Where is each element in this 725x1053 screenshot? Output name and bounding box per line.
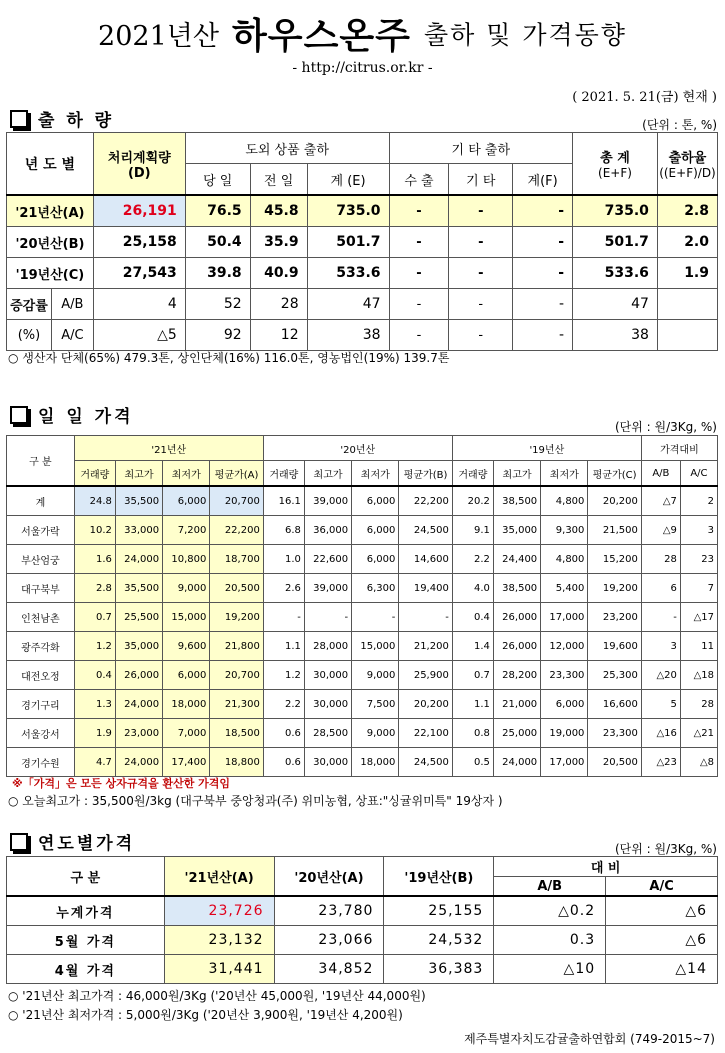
price-cell: 1.9	[74, 719, 115, 748]
h-sumF: 계(F)	[513, 164, 573, 196]
price-cell: 1.3	[74, 690, 115, 719]
price-cell: -	[399, 603, 452, 632]
price-cell: 4.0	[452, 574, 493, 603]
table-row	[7, 603, 718, 632]
market-name: 서울강서	[7, 719, 75, 748]
table-row: (%) A/C △5 92 12 38 - - - 38	[7, 320, 718, 351]
price-cell: 28,000	[304, 632, 351, 661]
h-domestic: 도외 상품 출하	[185, 133, 389, 164]
price-cell: 2.6	[263, 574, 304, 603]
table-row	[7, 486, 718, 516]
price-cell: 24,000	[115, 690, 162, 719]
price-cell: 2.8	[74, 574, 115, 603]
price-cell: 22,200	[399, 486, 452, 516]
price-cell: 23,300	[541, 661, 588, 690]
price-cell: 11	[680, 632, 717, 661]
market-name: 서울가락	[7, 516, 75, 545]
market-name: 경기수원	[7, 748, 75, 777]
title-sub: 출하 및 가격동향	[424, 20, 627, 50]
price-cell: 12,000	[541, 632, 588, 661]
price-cell: 17,000	[541, 603, 588, 632]
price-cell: △9	[641, 516, 680, 545]
report-date: ( 2021. 5. 21(금) 현재 )	[572, 90, 717, 105]
price-cell: 0.7	[452, 661, 493, 690]
section-shipment-title	[10, 106, 114, 131]
price-cell: 25,900	[399, 661, 452, 690]
price-cell: 9.1	[452, 516, 493, 545]
price-cell: 23,300	[588, 719, 641, 748]
price-cell: 18,500	[210, 719, 263, 748]
h-prev: 전 일	[250, 164, 307, 196]
price-cell: 26,000	[115, 661, 162, 690]
price-cell: 0.8	[452, 719, 493, 748]
h-19: '19년산	[452, 436, 641, 461]
table-row: 누계가격 23,726 23,780 25,155 △0.2 △6	[7, 896, 718, 926]
h-rate: 출하율 ((E+F)/D)	[657, 133, 717, 196]
shipment-note: ○ 생산자 단체(65%) 479.3톤, 상인단체(16%) 116.0톤, 영농법인(19%) 139.7톤	[8, 351, 450, 365]
price-cell: 6,000	[352, 516, 399, 545]
yearly-note-2: ○ '21년산 최저가격 : 5,000원/3Kg ('20년산 3,900원, '19년산 4,200원)	[8, 1008, 403, 1022]
price-cell: 19,000	[541, 719, 588, 748]
yearly-price-table: 구 분 '21년산(A) '20년산(A) '19년산(B) 대 비 A/B A/C 누계가격 23,726 23,780 25,155 △0.2 △6 5월 가격 23,132 23,066 24,532 0.3 △6 4월 가격 31,441 34,852 36,383 △10 △14	[6, 856, 718, 984]
price-cell: 7,200	[163, 516, 210, 545]
checkbox-icon	[10, 110, 28, 128]
price-cell: 9,000	[352, 719, 399, 748]
price-cell: 0.7	[74, 603, 115, 632]
price-cell: 20,200	[399, 690, 452, 719]
price-cell: 0.6	[263, 748, 304, 777]
price-cell: 6,000	[163, 661, 210, 690]
section-yearly-title	[10, 829, 135, 854]
daily-note-2: ○ 오늘최고가 : 35,500원/3kg (대구북부 중앙청과(주) 위미농협, 상표:"싱귤위미특" 19상자 )	[8, 794, 503, 808]
price-cell: △7	[641, 486, 680, 516]
price-cell: 24,000	[115, 545, 162, 574]
price-cell: 0.4	[74, 661, 115, 690]
price-cell: 28,500	[304, 719, 351, 748]
section-label: 일 일 가격	[38, 407, 134, 427]
price-cell: 25,300	[588, 661, 641, 690]
table-row	[7, 574, 718, 603]
price-cell: 18,800	[210, 748, 263, 777]
h-21: '21년산(A)	[164, 857, 274, 897]
price-cell: -	[641, 603, 680, 632]
price-cell: 6	[641, 574, 680, 603]
h-20: '20년산	[263, 436, 452, 461]
site-url[interactable]: - http://citrus.or.kr -	[292, 60, 433, 76]
price-cell: 2	[680, 486, 717, 516]
price-cell: 21,000	[493, 690, 540, 719]
title-year: 2021년산	[98, 21, 219, 52]
price-cell: 17,400	[163, 748, 210, 777]
h-total: 총 계 (E+F)	[573, 133, 658, 196]
price-cell: 7,000	[163, 719, 210, 748]
price-cell: △16	[641, 719, 680, 748]
price-cell: 6.8	[263, 516, 304, 545]
price-cell: △18	[680, 661, 717, 690]
price-cell: 16,600	[588, 690, 641, 719]
price-cell: 35,000	[493, 516, 540, 545]
market-name: 대전오정	[7, 661, 75, 690]
price-cell: △21	[680, 719, 717, 748]
price-cell: 1.1	[263, 632, 304, 661]
price-cell: 3	[680, 516, 717, 545]
price-cell: 24,000	[115, 748, 162, 777]
shipment-table	[6, 132, 718, 351]
price-cell: 35,500	[115, 486, 162, 516]
price-cell: 2.2	[452, 545, 493, 574]
price-cell: 24,500	[399, 748, 452, 777]
price-cell: 6,000	[541, 690, 588, 719]
price-cell: 0.4	[452, 603, 493, 632]
table-row: 4월 가격 31,441 34,852 36,383 △10 △14	[7, 955, 718, 984]
price-cell: 1.2	[263, 661, 304, 690]
table-row: '21년산(A) 26,191 76.5 45.8 735.0 - - - 735.0 2.8	[7, 195, 718, 227]
yearly-unit: (단위 : 원/3Kg, %)	[614, 842, 717, 856]
price-cell: 15,200	[588, 545, 641, 574]
price-cell: 16.1	[263, 486, 304, 516]
price-cell: 21,800	[210, 632, 263, 661]
price-cell: 5,400	[541, 574, 588, 603]
price-cell: 24,000	[493, 748, 540, 777]
price-cell: △20	[641, 661, 680, 690]
price-cell: 4.7	[74, 748, 115, 777]
footer-org: 제주특별자치도감귤출하연합회 (749-2015~7)	[464, 1032, 715, 1046]
section-label: 출 하 량	[38, 111, 115, 131]
price-cell: 20,500	[210, 574, 263, 603]
price-cell: -	[352, 603, 399, 632]
price-cell: 2.2	[263, 690, 304, 719]
h-sumE: 계 (E)	[307, 164, 389, 196]
checkbox-icon	[10, 406, 28, 424]
price-cell: 18,000	[352, 748, 399, 777]
price-cell: 23,200	[588, 603, 641, 632]
h-plan: 처리계획량 (D)	[93, 133, 185, 196]
table-row	[7, 545, 718, 574]
market-name: 계	[7, 486, 75, 516]
price-cell: 20,200	[588, 486, 641, 516]
price-cell: 39,000	[304, 486, 351, 516]
market-name: 대구북부	[7, 574, 75, 603]
title-main: 하우스온주	[232, 16, 411, 57]
price-cell: 15,000	[352, 632, 399, 661]
h-year: 년 도 별	[7, 133, 94, 196]
price-cell: 35,500	[115, 574, 162, 603]
price-cell: 6,300	[352, 574, 399, 603]
price-cell: 20,700	[210, 661, 263, 690]
price-cell: 21,500	[588, 516, 641, 545]
h-cmp: 가격대비	[641, 436, 717, 461]
price-cell: 19,400	[399, 574, 452, 603]
price-cell: 21,200	[399, 632, 452, 661]
price-cell: 20.2	[452, 486, 493, 516]
price-cell: 0.6	[263, 719, 304, 748]
price-cell: 24,500	[399, 516, 452, 545]
h-gubun: 구 분	[7, 436, 75, 487]
price-cell: 30,000	[304, 690, 351, 719]
price-cell: 9,600	[163, 632, 210, 661]
table-row	[7, 516, 718, 545]
price-cell: 26,000	[493, 603, 540, 632]
table-row: '20년산(B) 25,158 50.4 35.9 501.7 - - - 501.7 2.0	[7, 227, 718, 258]
price-cell: 5	[641, 690, 680, 719]
table-row: '19년산(C) 27,543 39.8 40.9 533.6 - - - 533.6 1.9	[7, 258, 718, 289]
shipment-unit: (단위 : 톤, %)	[642, 118, 717, 132]
price-cell: 24,400	[493, 545, 540, 574]
price-cell: 22,200	[210, 516, 263, 545]
price-cell: 9,000	[352, 661, 399, 690]
h-etc: 기 타	[449, 164, 513, 196]
price-cell: 23	[680, 545, 717, 574]
table-row: 5월 가격 23,132 23,066 24,532 0.3 △6	[7, 926, 718, 955]
table-row	[7, 661, 718, 690]
price-cell: 36,000	[304, 516, 351, 545]
section-daily-title	[10, 402, 134, 427]
price-cell: 19,200	[588, 574, 641, 603]
h-other: 기 타 출하	[389, 133, 573, 164]
price-cell: 28,200	[493, 661, 540, 690]
price-cell: 24.8	[74, 486, 115, 516]
price-cell: 10,800	[163, 545, 210, 574]
table-row	[7, 690, 718, 719]
page-title	[0, 8, 725, 59]
price-cell: 18,700	[210, 545, 263, 574]
price-cell: 17,000	[541, 748, 588, 777]
yearly-note-1: ○ '21년산 최고가격 : 46,000원/3Kg ('20년산 45,000원, '19년산 44,000원)	[8, 989, 426, 1003]
price-cell: 1.4	[452, 632, 493, 661]
price-cell: 4,800	[541, 486, 588, 516]
price-cell: 22,600	[304, 545, 351, 574]
price-cell: 9,300	[541, 516, 588, 545]
price-cell: 1.1	[452, 690, 493, 719]
price-cell: 1.2	[74, 632, 115, 661]
h-day: 당 일	[185, 164, 250, 196]
market-name: 경기구리	[7, 690, 75, 719]
price-cell: 33,000	[115, 516, 162, 545]
price-cell: 30,000	[304, 748, 351, 777]
price-cell: 30,000	[304, 661, 351, 690]
table-row	[7, 719, 718, 748]
price-cell: 7	[680, 574, 717, 603]
market-name: 부산엄궁	[7, 545, 75, 574]
daily-unit: (단위 : 원/3Kg, %)	[614, 420, 717, 434]
section-label: 연도별가격	[38, 834, 136, 854]
price-cell: 18,000	[163, 690, 210, 719]
price-cell: 15,000	[163, 603, 210, 632]
price-cell: 6,000	[163, 486, 210, 516]
price-cell: 20,700	[210, 486, 263, 516]
price-cell: 6,000	[352, 545, 399, 574]
price-cell: 9,000	[163, 574, 210, 603]
h-cmp: 대 비	[494, 857, 718, 877]
price-cell: 4,800	[541, 545, 588, 574]
table-row	[7, 748, 718, 777]
price-cell: △17	[680, 603, 717, 632]
daily-price-table: 구 분 '21년산 '20년산 '19년산 가격대비 거래량 최고가 최저가 평균가(A) 거래량 최고가 최저가 평균가(B) 거래량 최고가 최저가 평균가(C) A/B A/C 계 24.8 35,500 6,000 20,700 16.1 39,000 6,000 22,200 20.2 38,500 4,800 20,200 △7 2 서울가락 10.2 33,000 7,200 22,200 6.8 36,000 6,000 24,500 9.1 35,000 9,300 21,500 △9 3 부산엄궁 1.6 24,000 10,800 18,700 1.0 22,600 6,000 14,600 2.2 24,400 4,800 15,200 28 23 대구북부 2.8 35,500 9,000 20,500 2.6 39,000 6,300 19,400 4.0 38,500 5,400 19,200 6 7 인천남촌 0.7 25,500 15,000 19,200 - - - - 0.4 26,000 17,000 23,200 - △17 광주각화 1.2 35,000 9,600 21,800 1.1 28,000 15,000 21,200 1.4 26,000 12,000 19,600 3 11 대전오정 0.4 26,000 6,000 20,700 1.2 30,000 9,000 25,900 0.7 28,200 23,300 25,300 △20 △18 경기구리 1.3 24,000 18,000 21,300 2.2 30,000 7,500 20,200 1.1 21,000 6,000 16,600 5 28 서울강서 1.9 23,000 7,000 18,500 0.6 28,500 9,000 22,100 0.8 25,000 19,000 23,300 △16 △21 경기수원 4.7 24,000 17,400 18,800 0.6 30,000 18,000 24,500 0.5 24,000 17,000 20,500 △23 △8	[6, 435, 718, 777]
price-cell: 3	[641, 632, 680, 661]
checkbox-icon	[10, 833, 28, 851]
price-cell: 39,000	[304, 574, 351, 603]
price-cell: 7,500	[352, 690, 399, 719]
price-cell: 25,500	[115, 603, 162, 632]
price-cell: △8	[680, 748, 717, 777]
price-cell: 1.6	[74, 545, 115, 574]
price-cell: 6,000	[352, 486, 399, 516]
price-cell: 19,200	[210, 603, 263, 632]
price-cell: 22,100	[399, 719, 452, 748]
market-name: 인천남촌	[7, 603, 75, 632]
price-cell: 19,600	[588, 632, 641, 661]
price-cell: 0.5	[452, 748, 493, 777]
market-name: 광주각화	[7, 632, 75, 661]
price-cell: 25,000	[493, 719, 540, 748]
h-21: '21년산	[74, 436, 263, 461]
price-cell: 35,000	[115, 632, 162, 661]
price-cell: -	[304, 603, 351, 632]
price-cell: 26,000	[493, 632, 540, 661]
price-cell: 1.0	[263, 545, 304, 574]
h-gubun: 구 분	[7, 857, 165, 897]
table-row: 증감률 A/B 4 52 28 47 - - - 47	[7, 289, 718, 320]
price-cell: △23	[641, 748, 680, 777]
price-cell: 38,500	[493, 486, 540, 516]
price-cell: 28	[641, 545, 680, 574]
price-cell: 20,500	[588, 748, 641, 777]
price-cell: 23,000	[115, 719, 162, 748]
price-cell: 28	[680, 690, 717, 719]
table-row	[7, 632, 718, 661]
h-19: '19년산(B)	[384, 857, 494, 897]
h-20: '20년산(A)	[274, 857, 384, 897]
h-export: 수 출	[389, 164, 449, 196]
price-cell: 10.2	[74, 516, 115, 545]
price-cell: 38,500	[493, 574, 540, 603]
daily-note-1: ※「가격」은 모든 상자규격을 환산한 가격임	[12, 777, 231, 790]
price-cell: 14,600	[399, 545, 452, 574]
price-cell: -	[263, 603, 304, 632]
price-cell: 21,300	[210, 690, 263, 719]
